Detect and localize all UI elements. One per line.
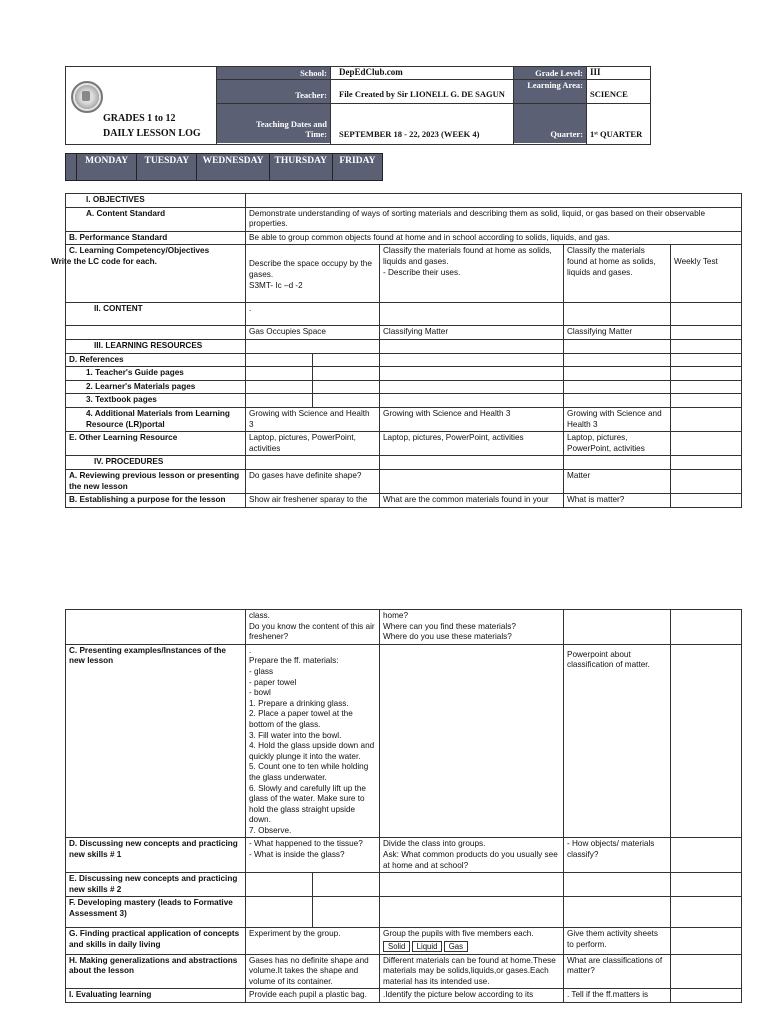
discussing1-tue: Divide the class into groups. Ask: What common products do you usually see at home and at school?: [380, 838, 564, 873]
day-tuesday: TUESDAY: [137, 154, 197, 181]
additional-mon: Growing with Science and Health 3: [246, 407, 380, 431]
mastery-label: F. Developing mastery (leads to Formative Assessment 3): [66, 897, 246, 928]
tb-label: 3. Textbook pages: [66, 394, 246, 408]
tg-label: 1. Teacher's Guide pages: [66, 367, 246, 381]
lesson-table-page2: [65, 609, 742, 1003]
discussing1-wed: - How objects/ materials classify?: [564, 838, 671, 873]
lm-label: 2. Learner's Materials pages: [66, 380, 246, 394]
procedures-label: IV. PROCEDURES: [66, 456, 246, 470]
additional-tue: Growing with Science and Health 3: [380, 407, 564, 431]
learning-area-value: SCIENCE: [590, 89, 628, 99]
generalizations-label: H. Making generalizations and abstractions about the lesson: [66, 954, 246, 989]
content-label: II. CONTENT: [66, 303, 246, 326]
discussing2-label: E. Discussing new concepts and practicing new skills # 2: [66, 873, 246, 897]
practical-wed: Give them activity sheets to perform.: [564, 928, 671, 954]
evaluating-mon: Provide each pupil a plastic bag.: [246, 989, 380, 1003]
log-title: DAILY LESSON LOG: [103, 128, 201, 139]
content-tue: Classifying Matter: [380, 326, 564, 340]
content-wed: Classifying Matter: [564, 326, 671, 340]
school-label: School:: [300, 68, 327, 78]
additional-wed: Growing with Science and Health 3: [564, 407, 671, 431]
evaluating-tue: .Identify the picture below according to its: [380, 989, 564, 1003]
discussing1-mon: - What happened to the tissue? - What is inside the glass?: [246, 838, 380, 873]
day-monday: MONDAY: [77, 154, 137, 181]
content-standard-label: A. Content Standard: [66, 207, 246, 231]
competency-sublabel: Write the LC code for each.: [51, 256, 157, 266]
header-block: [65, 66, 651, 145]
presenting-wed: Powerpoint about classification of matter.: [564, 644, 671, 838]
purpose-mon: Show air freshener sparay to the: [246, 494, 380, 508]
generalizations-wed: What are classifications of matter?: [564, 954, 671, 989]
quarter-label: Quarter:: [550, 129, 583, 139]
competency-mon: Describe the space occupy by the gases.: [249, 259, 372, 279]
box-solid: Solid: [383, 941, 410, 952]
other-tue: Laptop, pictures, PowerPoint, activities: [380, 432, 564, 456]
other-label: E. Other Learning Resource: [66, 432, 246, 456]
teacher-value: File Created by Sir LIONELL G. DE SAGUN: [339, 89, 505, 99]
dates-label: Teaching Dates and Time:: [255, 119, 327, 139]
performance-standard-label: B. Performance Standard: [66, 231, 246, 245]
practical-boxes: [383, 941, 560, 953]
day-wednesday: WEDNESDAY: [197, 154, 269, 181]
competency-tue-2: - Describe their uses.: [383, 267, 461, 277]
purpose-wed: What is matter?: [564, 494, 671, 508]
evaluating-wed: . Tell if the ff.matters is: [564, 989, 671, 1003]
practical-label: G. Finding practical application of concepts and skills in daily living: [66, 928, 246, 954]
deped-seal: [71, 81, 103, 113]
competency-mon-code: S3MT- Ic –d -2: [249, 280, 303, 290]
presenting-mon: . Prepare the ff. materials: - glass - paper towel - bowl 1. Prepare a drinking glass. 2. Place a paper towel at the bottom of the glass. 3. Fill water into the bowl. 4. Hold the glass upside down and quickly plunge it into the water. 5. Count one to ten while holding the glass underwater. 6. Slowly and carefully lift up the glass of the water. Make sure to hold the glass straight upside down. 7. Observe.: [246, 644, 380, 838]
competency-fri: Weekly Test: [671, 245, 742, 303]
competency-label: C. Learning Competency/Objectives: [69, 246, 210, 256]
other-mon: Laptop, pictures, PowerPoint, activities: [246, 432, 380, 456]
quarter-value: 1ˢᵗ QUARTER: [590, 129, 643, 139]
practical-tue: Group the pupils with five members each.: [383, 929, 534, 939]
day-thursday: THURSDAY: [269, 154, 332, 181]
content-standard-value: Demonstrate understanding of ways of sorting materials and describing them as solid, liquid, or gas based on their observable properties.: [246, 207, 742, 231]
generalizations-mon: Gases has no definite shape and volume.It takes the shape and volume of its container.: [246, 954, 380, 989]
day-header: [65, 153, 383, 181]
competency-tue: Classify the materials found at home as solids, liquids and gases.: [383, 246, 552, 266]
school-value: DepEdClub.com: [339, 67, 403, 77]
grade-level-label: Grade Level:: [535, 68, 583, 78]
seal-center-icon: [82, 91, 90, 101]
learning-area-label: Learning Area:: [527, 80, 583, 90]
objectives-label: I. OBJECTIVES: [66, 194, 246, 208]
cont-mon: class. Do you know the content of this air freshener?: [246, 610, 380, 645]
practical-mon: Experiment by the group.: [246, 928, 380, 954]
teacher-label: Teacher:: [295, 90, 327, 100]
competency-wed: Classify the materials found at home as solids, liquids and gases.: [564, 245, 671, 303]
presenting-label: C. Presenting examples/Instances of the new lesson: [66, 644, 246, 838]
content-dot: .: [246, 303, 380, 326]
review-wed: Matter: [564, 469, 671, 493]
additional-label: 4. Additional Materials from Learning Resource (LR)portal: [66, 407, 246, 431]
grade-level-value: III: [590, 67, 601, 77]
evaluating-label: I. Evaluating learning: [66, 989, 246, 1003]
lesson-table-page1: [51, 193, 742, 508]
dates-value: SEPTEMBER 18 - 22, 2023 (WEEK 4): [339, 129, 480, 139]
discussing1-label: D. Discussing new concepts and practicing new skills # 1: [66, 838, 246, 873]
day-friday: FRIDAY: [332, 154, 382, 181]
generalizations-tue: Different materials can be found at home.These materials may be solids,liquids,or gases.Each material has its intended use.: [380, 954, 564, 989]
references-label: D. References: [66, 353, 246, 367]
performance-standard-value: Be able to group common objects found at home and in school according to solids, liquids, and gas.: [246, 231, 742, 245]
purpose-tue: What are the common materials found in your: [380, 494, 564, 508]
review-label: A. Reviewing previous lesson or presenting the new lesson: [66, 469, 246, 493]
review-mon: Do gases have definite shape?: [246, 469, 380, 493]
cont-tue: home? Where can you find these materials? Where do you use these materials?: [380, 610, 564, 645]
purpose-label: B. Establishing a purpose for the lesson: [66, 494, 246, 508]
box-liquid: Liquid: [412, 941, 443, 952]
grades-title: GRADES 1 to 12: [103, 113, 176, 124]
resources-label: III. LEARNING RESOURCES: [66, 339, 246, 353]
box-gas: Gas: [444, 941, 468, 952]
content-mon: Gas Occupies Space: [246, 326, 380, 340]
other-wed: Laptop, pictures, PowerPoint, activities: [564, 432, 671, 456]
